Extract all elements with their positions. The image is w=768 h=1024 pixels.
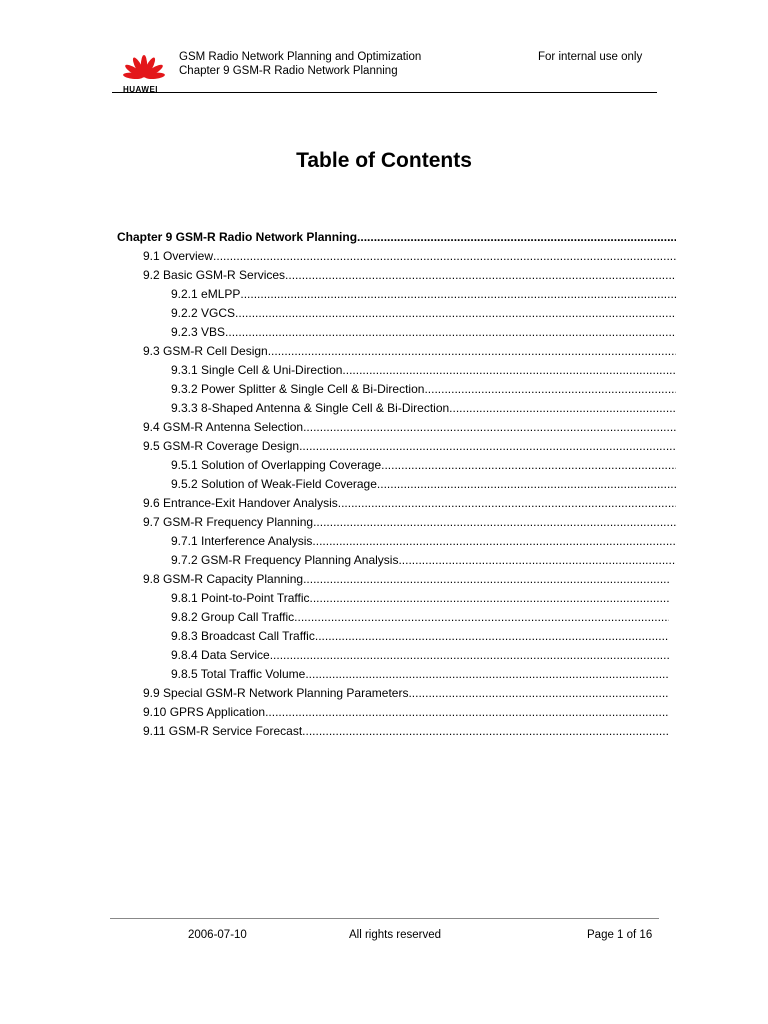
toc-entry[interactable]: [171, 532, 676, 551]
toc-entry-label: 9.3.1 Single Cell & Uni-Direction: [171, 363, 343, 377]
toc-entry-label: 9.1 Overview: [143, 249, 214, 263]
toc-dot-leader: [357, 228, 676, 247]
toc-entry-label: 9.8.4 Data Service: [171, 648, 270, 662]
toc-dot-leader: [338, 494, 676, 513]
toc-entry[interactable]: [143, 494, 676, 513]
toc-entry-label: 9.7.1 Interference Analysis: [171, 534, 313, 548]
toc-entry[interactable]: [143, 437, 676, 456]
toc-dot-leader: [235, 304, 676, 323]
toc-dot-leader: [449, 399, 676, 418]
toc-entry[interactable]: [143, 342, 676, 361]
toc-entry[interactable]: [143, 513, 676, 532]
toc-dot-leader: [270, 646, 669, 665]
toc-dot-leader: [377, 475, 676, 494]
page-title: Table of Contents: [296, 149, 472, 172]
toc-entry[interactable]: [171, 475, 676, 494]
toc-entry[interactable]: [171, 551, 676, 570]
toc-entry-label: Chapter 9 GSM-R Radio Network Planning: [117, 230, 358, 244]
toc-dot-leader: [268, 342, 676, 361]
toc-entry-label: 9.3.2 Power Splitter & Single Cell & Bi-Direction: [171, 382, 425, 396]
huawei-logo: [120, 54, 168, 94]
toc-entry-label: 9.8 GSM-R Capacity Planning: [143, 572, 304, 586]
toc-dot-leader: [265, 703, 669, 722]
toc-entry-label: 9.2 Basic GSM-R Services: [143, 268, 286, 282]
toc-dot-leader: [285, 266, 676, 285]
toc-entry-label: 9.2.3 VBS: [171, 325, 226, 339]
toc-dot-leader: [299, 437, 676, 456]
header-doc-title: GSM Radio Network Planning and Optimization: [179, 51, 422, 63]
toc-dot-leader: [424, 380, 676, 399]
toc-entry-label: 9.7 GSM-R Frequency Planning: [143, 515, 314, 529]
toc-entry[interactable]: [171, 589, 669, 608]
toc-entry[interactable]: [171, 361, 676, 380]
toc-entry[interactable]: [143, 418, 676, 437]
toc-dot-leader: [302, 722, 669, 741]
header-chapter: Chapter 9 GSM-R Radio Network Planning: [179, 65, 398, 77]
toc-entry-label: 9.3.3 8-Shaped Antenna & Single Cell & Bi-Direction: [171, 401, 450, 415]
toc-entry[interactable]: [171, 627, 669, 646]
toc-entry-label: 9.8.3 Broadcast Call Traffic: [171, 629, 315, 643]
huawei-petals-icon: [120, 54, 168, 86]
toc-entry[interactable]: [171, 285, 676, 304]
toc-entry[interactable]: [171, 608, 669, 627]
toc-entry-label: 9.6 Entrance-Exit Handover Analysis: [143, 496, 338, 510]
toc-entry[interactable]: [171, 399, 676, 418]
toc-dot-leader: [240, 285, 676, 304]
toc-dot-leader: [310, 589, 669, 608]
toc-entry-label: 9.8.5 Total Traffic Volume: [171, 667, 306, 681]
footer-rights: All rights reserved: [349, 929, 442, 941]
toc-dot-leader: [294, 608, 669, 627]
toc-entry-label: 9.10 GPRS Application: [143, 705, 266, 719]
toc-entry[interactable]: [117, 228, 676, 247]
toc-dot-leader: [408, 684, 669, 703]
toc-dot-leader: [398, 551, 676, 570]
header-divider: [112, 92, 657, 93]
toc-entry-label: 9.9 Special GSM-R Network Planning Parameters: [143, 686, 409, 700]
toc-entry-label: 9.11 GSM-R Service Forecast: [143, 724, 303, 738]
toc-entry[interactable]: [143, 703, 669, 722]
footer-divider: [110, 918, 659, 919]
logo-wordmark: HUAWEI: [123, 85, 158, 94]
toc-entry[interactable]: [143, 684, 669, 703]
toc-dot-leader: [312, 532, 676, 551]
toc-entry[interactable]: [171, 646, 669, 665]
footer-date: 2006-07-10: [188, 929, 247, 941]
toc-entry[interactable]: [143, 722, 669, 741]
footer-page-number: Page 1 of 16: [587, 929, 653, 941]
toc-entry-label: 9.4 GSM-R Antenna Selection: [143, 420, 304, 434]
toc-dot-leader: [315, 627, 669, 646]
toc-entry-label: 9.7.2 GSM-R Frequency Planning Analysis: [171, 553, 399, 567]
toc-entry-label: 9.2.1 eMLPP: [171, 287, 241, 301]
toc-entry[interactable]: [143, 570, 669, 589]
toc-entry-label: 9.5.2 Solution of Weak-Field Coverage: [171, 477, 377, 491]
toc-dot-leader: [305, 665, 669, 684]
toc-entry[interactable]: [171, 665, 669, 684]
toc-entry-label: 9.5.1 Solution of Overlapping Coverage: [171, 458, 382, 472]
toc-entry[interactable]: [143, 247, 676, 266]
toc-entry-label: 9.8.2 Group Call Traffic: [171, 610, 295, 624]
toc-dot-leader: [303, 418, 676, 437]
toc-entry[interactable]: [171, 304, 676, 323]
toc-dot-leader: [213, 247, 676, 266]
toc-entry-label: 9.5 GSM-R Coverage Design: [143, 439, 300, 453]
toc-dot-leader: [225, 323, 676, 342]
toc-entry-label: 9.2.2 VGCS: [171, 306, 236, 320]
toc-entry-label: 9.3 GSM-R Cell Design: [143, 344, 268, 358]
header-classification: For internal use only: [538, 51, 643, 63]
toc-dot-leader: [303, 570, 669, 589]
toc-entry-label: 9.8.1 Point-to-Point Traffic: [171, 591, 310, 605]
toc-dot-leader: [381, 456, 676, 475]
toc-dot-leader: [313, 513, 676, 532]
toc-entry[interactable]: [171, 380, 676, 399]
toc-dot-leader: [342, 361, 676, 380]
toc-entry[interactable]: [171, 456, 676, 475]
toc-entry[interactable]: [143, 266, 676, 285]
toc-entry[interactable]: [171, 323, 676, 342]
